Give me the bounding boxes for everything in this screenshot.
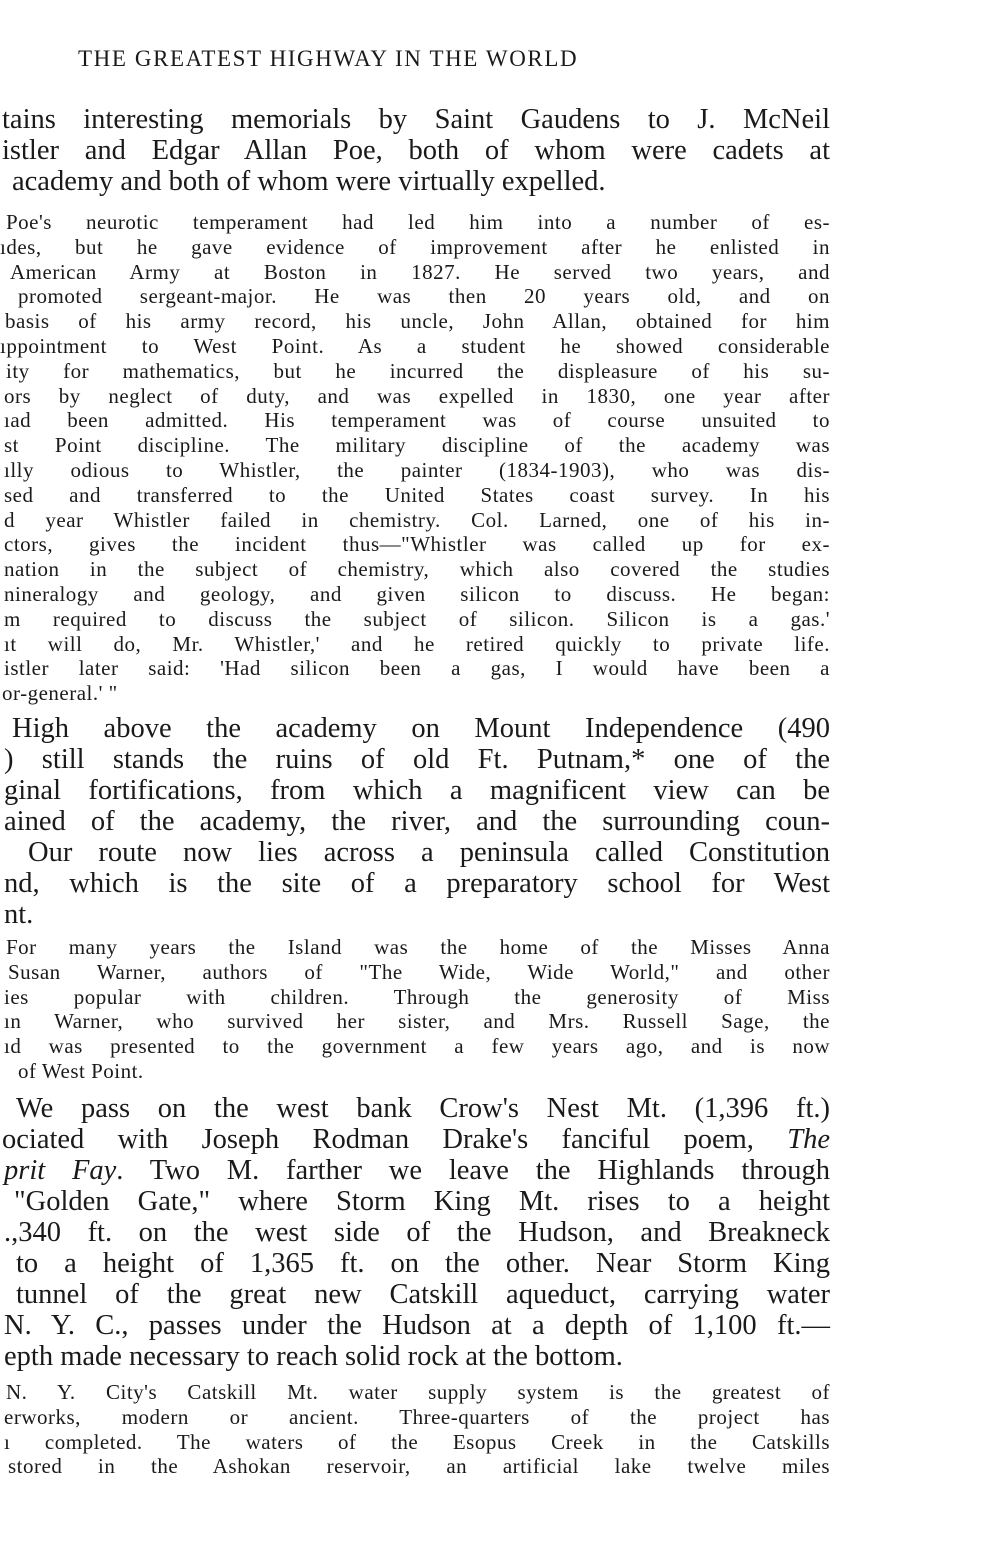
- note-line: or-general.' ": [2, 681, 118, 706]
- text-line: We pass on the west bank Crow's Nest Mt. (1,396 ft.): [16, 1093, 830, 1124]
- note-line: ies popular with children. Through the generosity of Miss: [4, 984, 830, 1009]
- note-line: ı completed. The waters of the Esopus Creek in the Catskills: [4, 1429, 830, 1454]
- note-line: stored in the Ashokan reservoir, an artificial lake twelve miles: [8, 1454, 830, 1479]
- note-poe-whistler: [0, 210, 830, 706]
- paragraph-memorials: [0, 104, 830, 197]
- text-line: .,340 ft. on the west side of the Hudson, and Breakneck: [4, 1217, 830, 1248]
- note-catskill: [0, 1380, 830, 1479]
- text-line: [0, 1124, 830, 1155]
- text-line: nd, which is the site of a preparatory school for West: [4, 868, 830, 899]
- note-line: Susan Warner, authors of "The Wide, Wide World," and other: [8, 959, 830, 984]
- note-warner: [0, 935, 830, 1084]
- note-line: ıd was presented to the government a few years ago, and is now: [4, 1034, 830, 1059]
- italic-title: prit Fay: [4, 1155, 117, 1186]
- note-line: ity for mathematics, but he incurred the displeasure of his su-: [6, 358, 830, 383]
- note-line: st Point discipline. The military discipline of the academy was: [4, 433, 830, 458]
- note-line: ıppointment to West Point. As a student he showed considerable: [0, 333, 830, 358]
- note-line: m required to discuss the subject of silicon. Silicon is a gas.': [4, 606, 830, 631]
- note-line: ors by neglect of duty, and was expelled in 1830, one year after: [4, 383, 830, 408]
- note-line: erworks, modern or ancient. Three-quarters of the project has: [4, 1404, 830, 1429]
- note-line: istler later said: 'Had silicon been a gas, I would have been a: [4, 656, 830, 681]
- text-segment: ociated with Joseph Rodman Drake's fanciful poem,: [2, 1124, 788, 1155]
- note-line: promoted sergeant-major. He was then 20 years old, and on: [18, 284, 830, 309]
- note-line: Poe's neurotic temperament had led him into a number of es-: [6, 210, 830, 234]
- text-segment: . Two M. farther we leave the Highlands through: [116, 1155, 830, 1186]
- note-line: ılly odious to Whistler, the painter (1834-1903), who was dis-: [4, 457, 830, 482]
- text-line: [0, 1155, 830, 1186]
- note-line: sed and transferred to the United States coast survey. In his: [4, 482, 830, 507]
- note-line: ın Warner, who survived her sister, and Mrs. Russell Sage, the: [4, 1009, 830, 1034]
- note-line: N. Y. City's Catskill Mt. water supply system is the greatest of: [6, 1380, 830, 1404]
- text-line: High above the academy on Mount Independence (490: [12, 713, 830, 744]
- note-line: of West Point.: [18, 1058, 144, 1083]
- text-line: nt.: [4, 899, 34, 930]
- text-line: tunnel of the great new Catskill aqueduct, carrying water: [16, 1279, 830, 1310]
- paragraph-fort-putnam: [0, 713, 830, 930]
- note-line: For many years the Island was the home of the Misses Anna: [6, 935, 830, 959]
- note-line: American Army at Boston in 1827. He served two years, and: [10, 259, 830, 284]
- note-line: ıdes, but he gave evidence of improvement after he enlisted in: [0, 234, 830, 259]
- text-line: ) still stands the ruins of old Ft. Putnam,* one of the: [4, 744, 830, 775]
- note-line: nineralogy and geology, and given silicon to discuss. He began:: [4, 581, 830, 606]
- running-head: THE GREATEST HIGHWAY IN THE WORLD: [78, 46, 579, 71]
- text-line: N. Y. C., passes under the Hudson at a depth of 1,100 ft.—: [4, 1310, 830, 1341]
- text-line: tains interesting memorials by Saint Gaudens to J. McNeil: [2, 104, 830, 135]
- text-line: ginal fortifications, from which a magnificent view can be: [4, 775, 830, 806]
- note-line: d year Whistler failed in chemistry. Col. Larned, one of his in-: [4, 507, 830, 532]
- note-line: ctors, gives the incident thus—"Whistler was called up for ex-: [4, 532, 830, 557]
- text-line: to a height of 1,365 ft. on the other. Near Storm King: [16, 1248, 830, 1279]
- note-line: nation in the subject of chemistry, which also covered the studies: [4, 557, 830, 582]
- text-line: Our route now lies across a peninsula called Constitution: [28, 837, 830, 868]
- note-line: ıt will do, Mr. Whistler,' and he retired quickly to private life.: [4, 631, 830, 656]
- text-line: ained of the academy, the river, and the surrounding coun-: [4, 806, 830, 837]
- paragraph-storm-king: [0, 1093, 830, 1372]
- text-line: istler and Edgar Allan Poe, both of whom were cadets at: [2, 135, 830, 166]
- note-line: ıad been admitted. His temperament was of course unsuited to: [4, 408, 830, 433]
- text-line: epth made necessary to reach solid rock at the bottom.: [4, 1341, 623, 1372]
- text-line: academy and both of whom were virtually expelled.: [12, 166, 606, 197]
- note-line: basis of his army record, his uncle, John Allan, obtained for him: [5, 309, 830, 334]
- text-line: "Golden Gate," where Storm King Mt. rises to a height: [14, 1186, 830, 1217]
- italic-title: The: [787, 1124, 830, 1155]
